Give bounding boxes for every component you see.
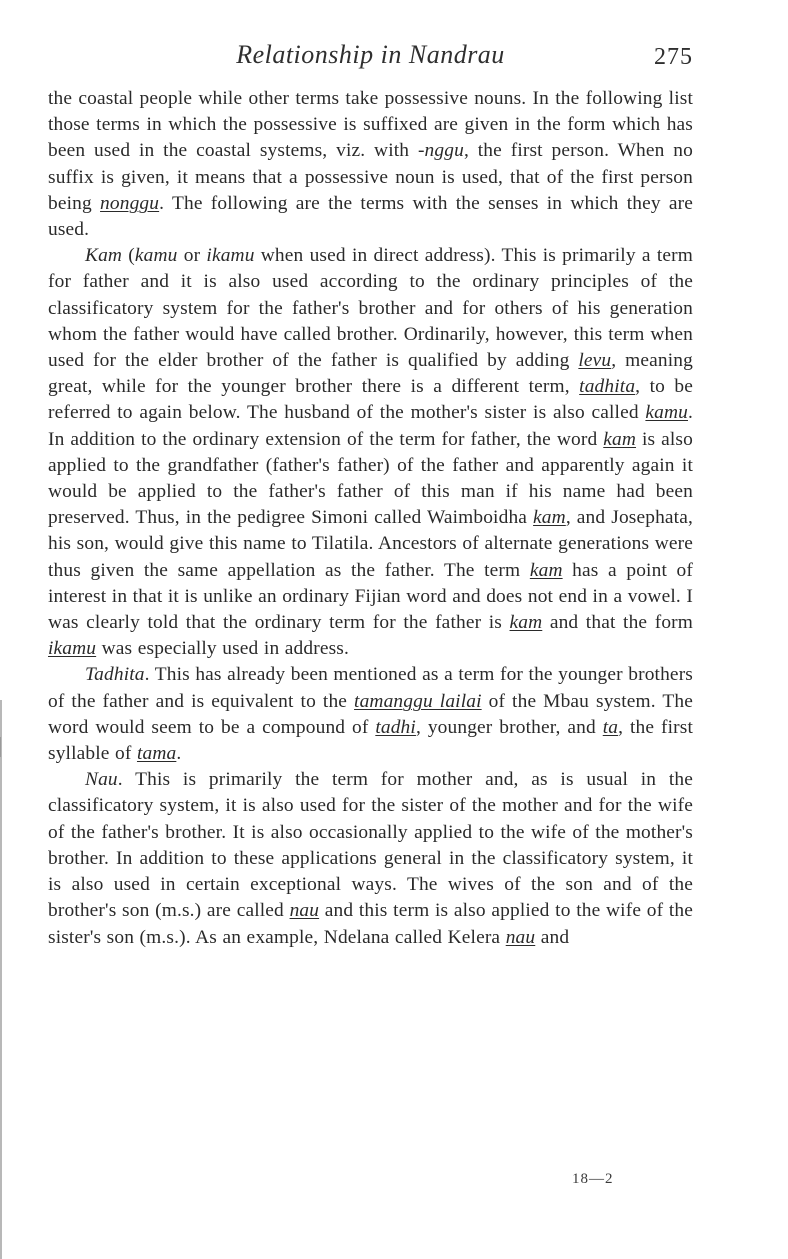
text-run: , younger brother, and — [415, 716, 603, 738]
text-run: . In addition to the ordinary extension of the term for father, the word — [48, 402, 693, 450]
italic-term: kam — [603, 428, 637, 450]
paragraph — [48, 86, 693, 243]
text-run: the coastal people while other terms take possessive nouns. In the following list those terms in which the possessive is suffixed are given in the form which has been used in the coastal systems, viz. with — [48, 88, 693, 162]
text-run: . The following are the terms with the senses in which they are used. — [48, 192, 694, 241]
paragraph — [48, 662, 693, 767]
text-run: or — [177, 245, 207, 267]
running-title: Relationship in Nandrau — [236, 40, 505, 69]
italic-term: kamu — [134, 245, 178, 267]
italic-term: levu — [578, 350, 612, 372]
text-run: of the Mbau system. The word would seem to be a compound of — [48, 690, 693, 738]
italic-term: kam — [529, 559, 563, 581]
text-run: , to be referred to again below. The husband of the mother's sister is also called — [48, 376, 693, 424]
text-run: ( — [122, 245, 135, 267]
italic-term: ta — [602, 716, 619, 738]
italic-term: ikamu — [48, 638, 97, 660]
page-edge-mark — [0, 737, 1, 757]
printer-signature: 18—2 — [572, 1171, 614, 1187]
text-run: . This is primarily the term for mother and, as is usual in the classificatory system, it is also used for the sister of the mother and for the wife of the father's brother. It is also occasionally applied to the wife of the mother's brother. In addition to these applications general in the classificatory system, it is also used in certain exceptional ways. The wives of the son and of the brother's son (m.s.) are called — [48, 769, 693, 922]
paragraph — [48, 243, 693, 662]
text-run: was especially used in address. — [96, 638, 349, 660]
text-run: , the first person. When no suffix is given, it means that a possessive noun is used, that of the first person being — [48, 140, 693, 214]
page-header — [48, 40, 693, 80]
text-run: is also applied to the grandfather (father's father) of the father and apparently again it would be applied to the father's father of this man if his name had been preserved. Thus, in the pedigree Simoni called Waimboidha — [48, 428, 693, 529]
text-run: , meaning great, while for the younger brother there is a different term, — [48, 350, 693, 398]
italic-term: nonggu — [100, 192, 160, 214]
italic-term: kam — [509, 612, 543, 634]
text-run: when used in direct address). This is primarily a term for father and it is also used according to the ordinary principles of the classificatory system for the father's brother and for others of his generation whom the father would have called brother. Ordinarily, however, this term when used for the elder brother of the father is qualified by adding — [48, 245, 694, 372]
italic-term: nau — [505, 926, 536, 948]
italic-term: Kam — [85, 245, 123, 267]
page-edge-shadow — [0, 700, 2, 1259]
text-run: and this term is also applied to the wife of the sister's son (m.s.). As an example, Ndelana called Kelera — [48, 900, 693, 948]
italic-term: tadhita — [579, 376, 636, 398]
text-run: and — [535, 926, 570, 948]
text-run: , and Josephata, his son, would give this name to Tilatila. Ancestors of alternate generations were thus given the same appellation as the father. The term — [48, 507, 693, 581]
italic-term: tama — [136, 743, 177, 765]
italic-term: ikamu — [206, 245, 255, 267]
text-run: has a point of interest in that it is unlike an ordinary Fijian word and does not end in a vowel. I was clearly told that the ordinary term for the father is — [48, 559, 694, 634]
italic-term: tamanggu lailai — [354, 690, 482, 712]
italic-term: Nau — [85, 769, 118, 791]
paragraph — [48, 767, 693, 950]
text-run: and that the form — [542, 612, 694, 634]
text-run: , the first syllable of — [48, 716, 693, 765]
italic-term: -nggu — [417, 140, 464, 162]
page-number: 275 — [654, 44, 693, 70]
italic-term: kam — [533, 507, 566, 529]
italic-term: nau — [289, 900, 320, 922]
italic-term: kamu — [645, 402, 688, 424]
italic-term: Tadhita — [85, 664, 145, 686]
body-text — [48, 86, 693, 951]
italic-term: tadhi — [375, 716, 416, 738]
text-run: . — [176, 743, 182, 765]
text-run: . This has already been mentioned as a term for the younger brothers of the father and is equivalent to the — [48, 664, 693, 712]
